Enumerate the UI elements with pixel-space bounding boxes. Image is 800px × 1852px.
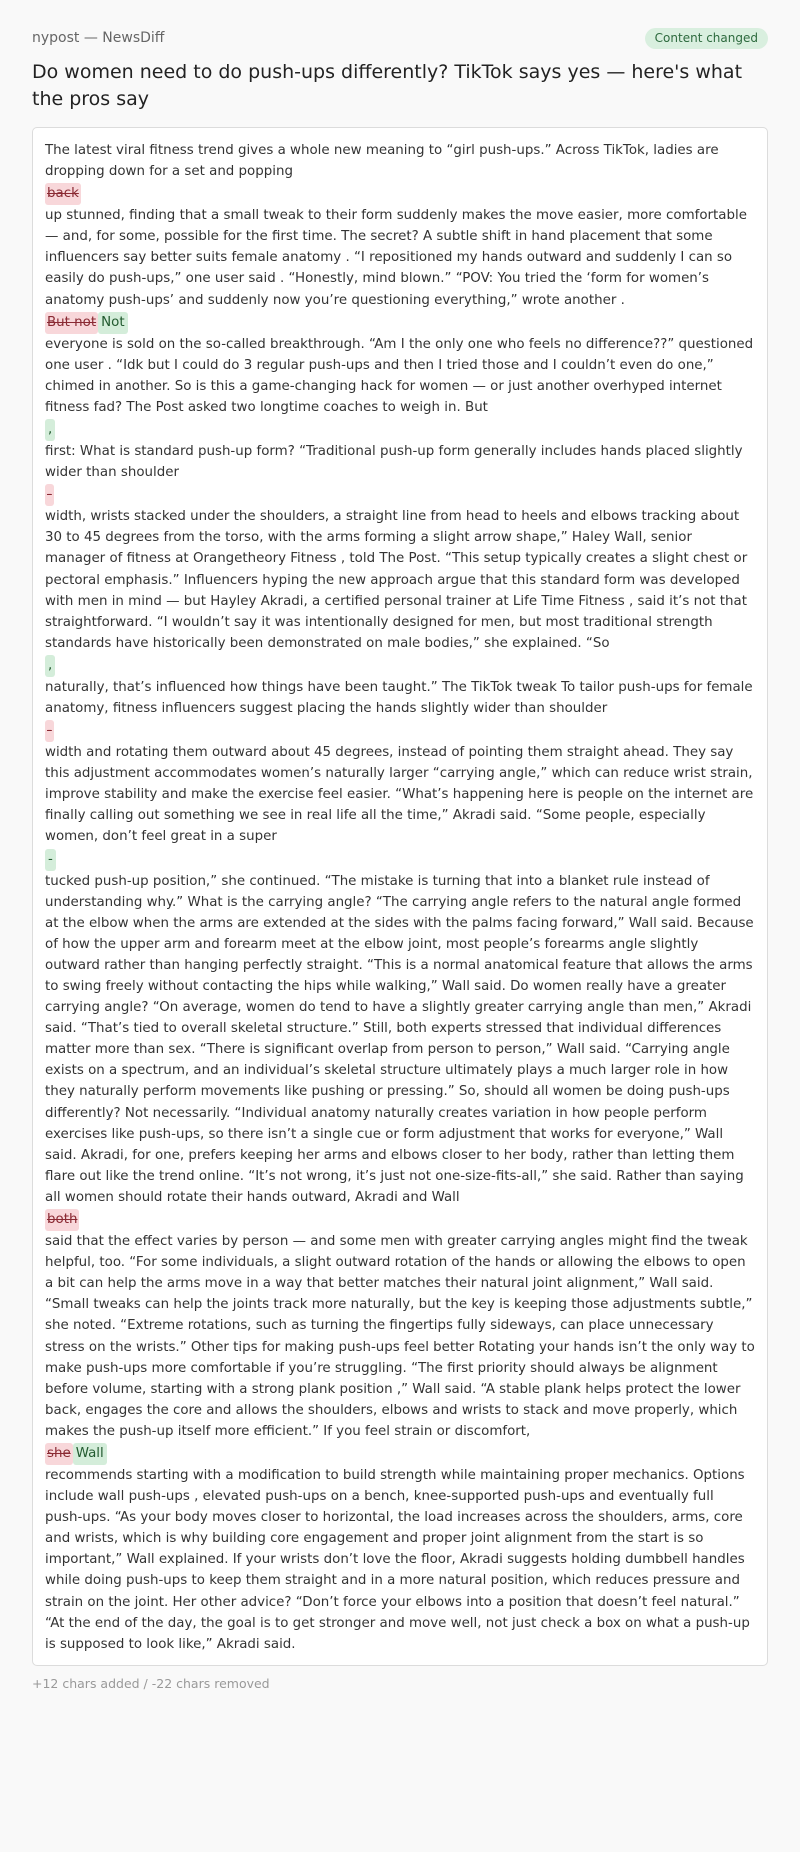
diff-content [32,127,768,1666]
removed-text: - [45,720,54,742]
unchanged-text: naturally, that’s influenced how things have been taught.” The TikTok tweak To tailor push-ups for female anatomy, fitness influencers suggest placing the hands slightly wider than shoulder [45,679,753,716]
change-row [45,655,755,677]
removed-text: both [45,1209,79,1231]
article-title: Do women need to do push-ups differently? TikTok says yes — here's what the pros say [32,61,743,110]
unchanged-text: first: What is standard push-up form? “Traditional push-up form generally includes hands placed slightly wider than shoulder [45,444,743,481]
added-text: - [45,849,56,871]
removed-text: back [45,183,81,205]
unchanged-text: said that the effect varies by person — and some men with greater carrying angles might find the tweak helpful, too. “For some individuals, a slight outward rotation of the hands or allowing the elbows to open a bit can help the arms move in a way that better matches their natural joint alignment,” Wall said. “Small tweaks can help the joints track more naturally, but the key is keeping those adjustments subtle,” she noted. “Extreme rotations, such as turning the fingertips fully sideways, can place unnecessary stress on the wrists.” Other tips for making push-ups feel better Rotating your hands isn’t the only way to make push-ups more comfortable if you’re struggling. “The first priority should always be alignment before volume, starting with a strong plank position ,” Wall said. “A stable plank helps protect the lower back, engages the core and allows the shoulders, elbows and wrists to stack and move properly, which makes the push-up itself more efficient.” If you feel strain or discomfort, [45,1234,755,1439]
change-row [45,720,755,742]
diff-summary: +12 chars added / -22 chars removed [32,1675,270,1691]
change-row [45,312,755,334]
unchanged-text: recommends starting with a modification to build strength while maintaining proper mechanics. Options include wall push-ups , elevated push-ups on a bench, knee-supported push-ups and eventually full push-ups. “As your body moves closer to horizontal, the load increases across the shoulders, arms, core and wrists, which is why building core engagement and proper joint alignment from the start is so important,” Wall explained. If your wrists don’t love the floor, Akradi suggests holding dumbbell handles while doing push-ups to keep them straight and in a more natural position, which reduces pressure and strain on the joint. Her other advice? “Don’t force your elbows into a position that doesn’t feel natural.” “At the end of the day, the goal is to get stronger and move well, not just check a box on what a push-up is supposed to look like,” Akradi said. [45,1467,750,1652]
added-text: Not [98,312,127,334]
change-row [45,849,755,871]
change-row [45,1443,755,1465]
added-text: , [45,655,55,677]
removed-text: But not [45,312,98,334]
change-row [45,183,755,205]
unchanged-text: tucked push-up position,” she continued. “The mistake is turning that into a blanket rule instead of understanding why.” What is the carrying angle? “The carrying angle refers to the natural angle formed at the elbow when the arms are extended at the sides with the palms facing forward,” Wall said. Because of how the upper arm and forearm meet at the elbow joint, most people’s forearms angle slightly outward rather than hanging perfectly straight. “This is a normal anatomical feature that allows the arms to swing freely without contacting the hips while walking,” Wall said. Do women really have a greater carrying angle? “On average, women do tend to have a slightly greater carrying angle than men,” Akradi said. “That’s tied to overall skeletal structure.” Still, both experts stressed that individual differences matter more than sex. “There is significant overlap from person to person,” Wall said. “Carrying angle exists on a spectrum, and an individual’s skeletal structure ultimately plays a much larger role in how they naturally perform movements like pushing or pressing.” So, should all women be doing push-ups differently? Not necessarily. “Individual anatomy naturally creates variation in how people perform exercises like push-ups, so there isn’t a single cue or form adjustment that works for everyone,” Wall said. Akradi, for one, prefers keeping her arms and elbows closer to her body, rather than letting them flare out like the trend online. “It’s not wrong, it’s just not one-size-fits-all,” she said. Rather than saying all women should rotate their hands outward, Akradi and Wall [45,873,754,1205]
unchanged-text: width and rotating them outward about 45 degrees, instead of pointing them straight ahead. They say this adjustment accommodates women’s naturally larger “carrying angle,” which can reduce wrist strain, improve stability and make the exercise feel easier. “What’s happening here is people on the internet are finally calling out something we see in real life all the time,” Akradi said. “Some people, especially women, don’t feel great in a super [45,745,754,845]
added-text: , [45,419,55,441]
status-badge: Content changed [645,28,768,49]
unchanged-text: up stunned, finding that a small tweak to their form suddenly makes the move easier, more comfortable — and, for some, possible for the first time. The secret? A subtle shift in hand placement that some influencers say better suits female anatomy . “I repositioned my hands outward and suddenly I can so easily do push-ups,” one user said . “Honestly, mind blown.” “POV: You tried the ‘form for women’s anatomy push-ups’ and suddenly now you’re questioning everything,” wrote another . [45,208,747,308]
added-text: Wall [73,1443,107,1465]
unchanged-text: width, wrists stacked under the shoulders, a straight line from head to heels and elbows tracking about 30 to 45 degrees from the torso, with the arms forming a slight arrow shape,” Haley Wall, senior manager of fitness at Orangetheory Fitness , told The Post. “This setup typically creates a slight chest or pectoral emphasis.” Influencers hyping the new approach argue that this standard form was developed with men in mind — but Hayley Akradi, a certified personal trainer at Life Time Fitness , said it’s not that straightforward. “I wouldn’t say it was intentionally designed for men, but most traditional strength standards have historically been demonstrated on male bodies,” she explained. “So [45,509,748,651]
change-row [45,419,755,441]
unchanged-text: The latest viral fitness trend gives a whole new meaning to “girl push-ups.” Across TikTok, ladies are dropping down for a set and popping [45,143,719,180]
change-row [45,484,755,506]
unchanged-text: everyone is sold on the so-called breakthrough. “Am I the only one who feels no difference??” questioned one user . “Idk but I could do 3 regular push-ups and then I tried those and I couldn’t even do one,” chimed in another. So is this a game-changing hack for women — or just another overhyped internet fitness fad? The Post asked two longtime coaches to weigh in. But [45,336,754,415]
change-row [45,1209,755,1231]
top-bar [32,26,768,50]
removed-text: - [45,484,54,506]
source-label: nypost — NewsDiff [32,30,165,46]
removed-text: she [45,1443,73,1465]
